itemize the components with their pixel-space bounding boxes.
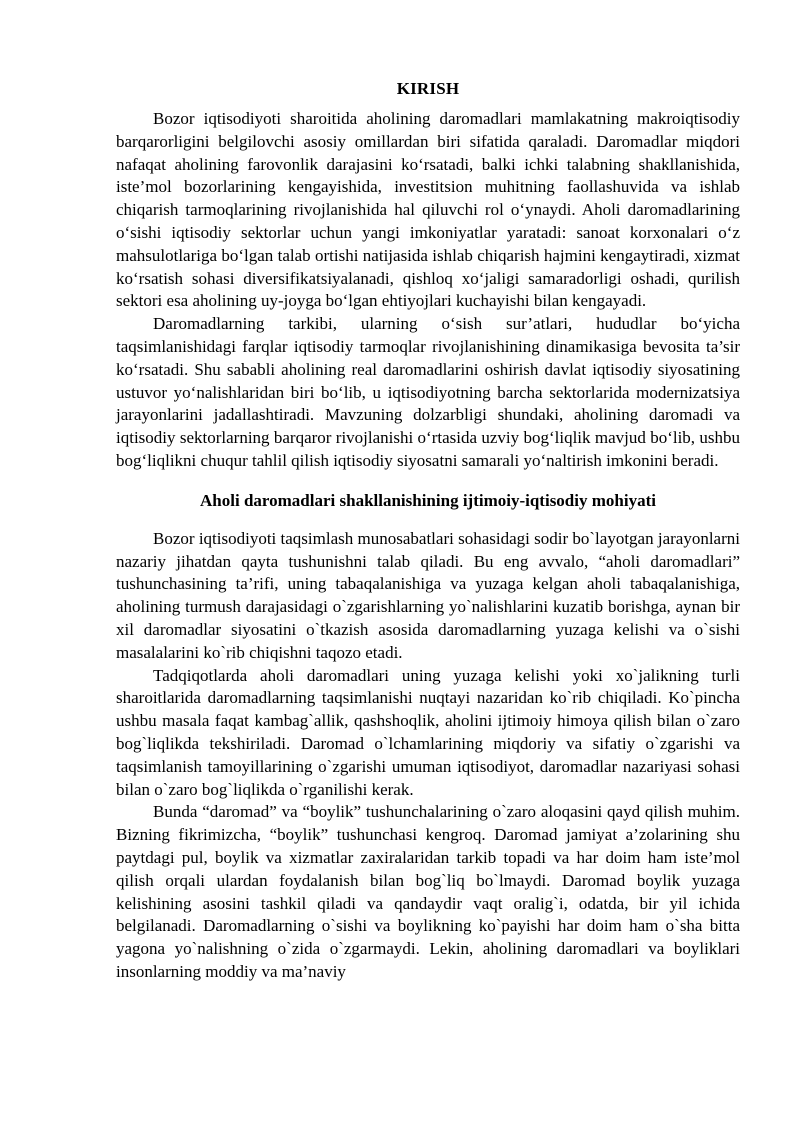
body-section [116,528,740,984]
document-title: KIRISH [396,79,460,98]
section-heading: Aholi daromadlari shakllanishining ijtimoiy-iqtisodiy mohiyati [200,490,656,510]
intro-paragraph: Bozor iqtisodiyoti sharoitida aholining daromadlari mamlakatning makroiqtisodiy barqarorligini belgilovchi asosiy omillardan biri sifatida qaraladi. Daromadlar miqdori nafaqat aholining farovonlik darajasini ko‘rsatadi, balki ichki talabning shakllanishida, iste’mol bozorlarining kengayishida, investitsion muhitning faollashuvida va ishlab chiqarish tarmoqlarining rivojlanishida hal qiluvchi rol o‘ynaydi. Aholi daromadlarining o‘sishi iqtisodiy sektorlar uchun yangi imkoniyatlar yaratadi: sanoat korxonalari o‘z mahsulotlariga bo‘lgan talab ortishi natijasida ishlab chiqarish hajmini kengaytiradi, xizmat ko‘rsatish sohasi diversifikatsiyalanadi, qishloq xo‘jaligi samaradorligi oshadi, qurilish sektori esa aholining uy-joyga bo‘lgan ehtiyojlari kuchayishi bilan kengayadi. [116,109,740,311]
document-page [116,78,740,984]
body-paragraph: Bozor iqtisodiyoti taqsimlash munosabatlari sohasidagi sodir bo`layotgan jarayonlarni nazariy jihatdan qayta tushunishni talab qiladi. Bu eng avvalo, “aholi daromadlari” tushunchasining ta’rifi, uning tabaqalanishiga va yuzaga kelgan aholi tabaqalanishiga, aholining turmush darajasidagi o`zgarishlarning yo`nalishlarini kuzatib borishga, aynan bir xil daromadlar siyosatini o`tkazish asosida daromadlarning yuzaga kelishi va o`sishi masalalarini ko`rib chiqishni taqozo etadi. [116,528,740,662]
body-paragraph: Tadqiqotlarda aholi daromadlari uning yuzaga kelishi yoki xo`jalikning turli sharoitlarida daromadlarning taqsimlanishi nuqtayi nazaridan ko`rib chiqiladi. Ko`pincha ushbu masala faqat kambag`allik, qashshoqlik, aholini ijtimoiy himoya qilish bilan o`zaro bog`liqlikda tekshiriladi. Daromad o`lchamlarining miqdoriy va sifatiy o`zgarishi va taqsimlanish tamoyillarining o`zgarishi umuman iqtisodiyot, daromadlar nazariyasi sohasi bilan o`zaro bog`liqlikda o`rganilishi kerak. [116,665,740,799]
intro-section [116,108,740,473]
intro-paragraph: Daromadlarning tarkibi, ularning o‘sish sur’atlari, hududlar bo‘yicha taqsimlanishidagi farqlar iqtisodiy tarmoqlar rivojlanishining dinamikasiga bevosita ta’sir ko‘rsatadi. Shu sababli aholining real daromadlarini oshirish davlat iqtisodiy siyosatining ustuvor yo‘nalishlaridan biri bo‘lib, u iqtisodiyotning barcha sektorlarida modernizatsiya jarayonlarini jadallashtiradi. Mavzuning dolzarbligi shundaki, aholining daromadi va iqtisodiy sektorlarning barqaror rivojlanishi o‘rtasida uzviy bog‘liqlik mavjud bo‘lib, ushbu bog‘liqlikni chuqur tahlil qilish iqtisodiy siyosatni samarali yo‘naltirish imkonini beradi. [116,314,740,470]
body-paragraph: Bunda “daromad” va “boylik” tushunchalarining o`zaro aloqasini qayd qilish muhim. Bizning fikrimizcha, “boylik” tushunchasi kengroq. Daromad jamiyat a’zolarining shu paytdagi pul, boylik va xizmatlar zaxiralaridan tarkib topadi va har doim ham iste’mol qilish orqali ulardan foydalanish bilan bog`liq bo`lmaydi. Daromad boylik yuzaga kelishining asosini tashkil qiladi va qandaydir vaqt oralig`i, odatda, bir yil ichida belgilanadi. Daromadlarning o`sishi va boylikning ko`payishi har doim ham o`sha bitta yagona yo`nalishning o`zida o`zgarmaydi. Lekin, aholining daromadlari va boyliklari insonlarning moddiy va ma’naviy [116,802,740,981]
